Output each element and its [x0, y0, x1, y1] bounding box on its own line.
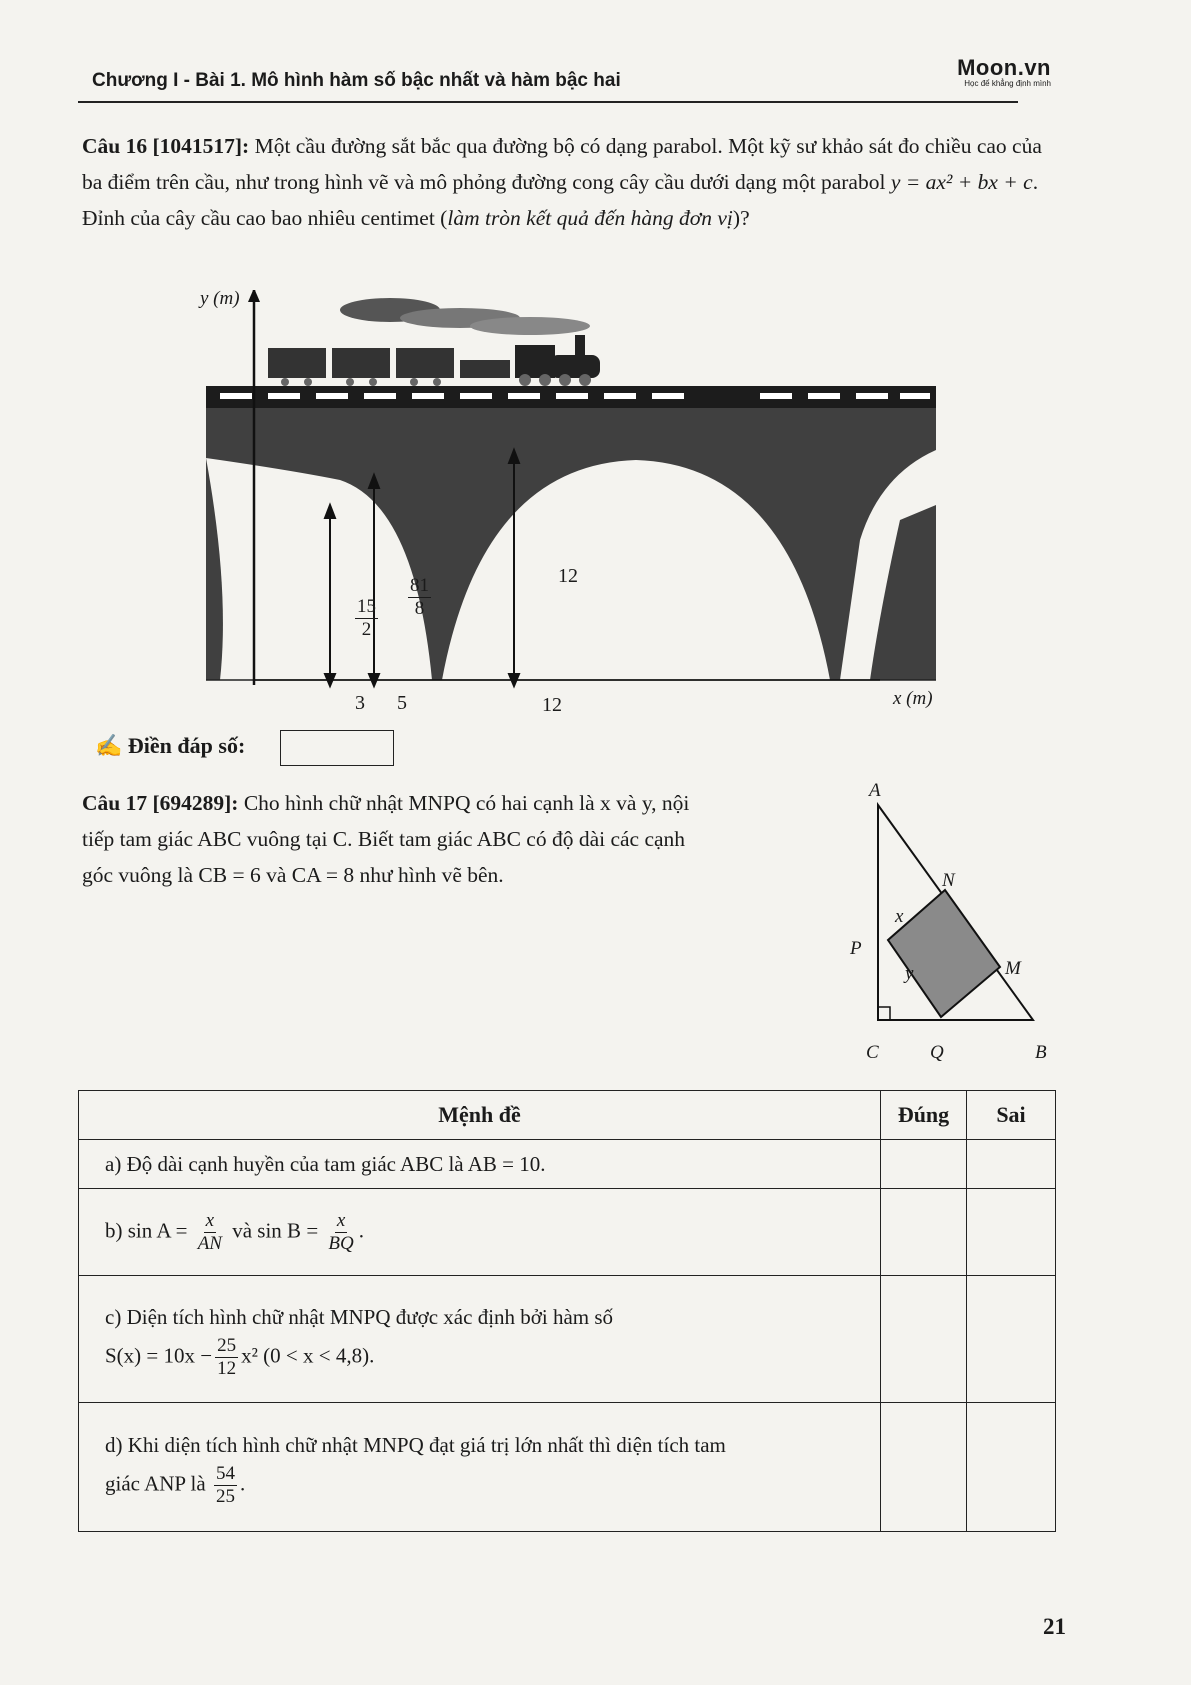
answer-input-box[interactable] [280, 730, 394, 766]
table-row [79, 1189, 1056, 1276]
q16-text3: )? [732, 206, 750, 230]
height-label-15-2: $\frac{15}{2}$ [357, 596, 376, 640]
brand-slogan: Học để khẳng định mình [964, 79, 1051, 88]
q16-formula: y = ax² + bx + c [890, 170, 1033, 194]
label-M: M [1005, 958, 1021, 979]
x-axis-label: x (m) [893, 688, 933, 709]
table-row [79, 1140, 1056, 1189]
brand [957, 55, 1051, 88]
table-header-row [79, 1091, 1056, 1140]
cell-b-true[interactable] [881, 1189, 967, 1276]
cell-c-true[interactable] [881, 1276, 967, 1403]
cell-d-false[interactable] [967, 1403, 1056, 1532]
q16-note: làm tròn kết quả đến hàng đơn vị [447, 206, 733, 230]
brand-name: Moon.vn [957, 55, 1051, 80]
pencil-icon: ✍ [95, 733, 128, 758]
triangle-figure [860, 785, 1060, 1065]
q17-line3: góc vuông là CB = 6 và CA = 8 như hình vẽ bên. [82, 863, 504, 887]
bridge-figure [190, 290, 950, 730]
cell-d-true[interactable] [881, 1403, 967, 1532]
header-false: Sai [967, 1091, 1056, 1140]
q17-label: Câu 17 [694289]: [82, 791, 239, 815]
question-16 [82, 128, 1067, 236]
bridge-body [206, 408, 936, 680]
question-17 [82, 785, 842, 893]
cell-a-true[interactable] [881, 1140, 967, 1189]
header-statement: Mệnh đề [79, 1091, 881, 1140]
label-A: A [869, 780, 881, 801]
statement-c: c) Diện tích hình chữ nhật MNPQ được xác định bởi hàm số S(x) = 10x − $\frac{25}{12}$ x² (0 < x < 4,8). [79, 1276, 881, 1403]
q16-text2: . Đỉnh của cây cầu cao bao nhiêu centimet ( [82, 170, 1039, 230]
label-P: P [850, 938, 862, 959]
header-true: Đúng [881, 1091, 967, 1140]
table-row [79, 1403, 1056, 1532]
q16-text: Một cầu đường sắt bắc qua đường bộ có dạng parabol. Một kỹ sư khảo sát đo chiều cao của ba điểm trên cầu, như trong hình vẽ và mô phỏng đường cong cây cầu dưới dạng một parabol [82, 134, 1042, 194]
q16-label: Câu 16 [1041517]: [82, 134, 250, 158]
label-x: x [895, 906, 904, 927]
label-Q: Q [930, 1042, 944, 1063]
label-N: N [942, 870, 955, 891]
chapter-title: Chương I - Bài 1. Mô hình hàm số bậc nhất và hàm bậc hai [92, 70, 621, 91]
cell-c-false[interactable] [967, 1276, 1056, 1403]
cell-a-false[interactable] [967, 1140, 1056, 1189]
answer-label: ✍ Điền đáp số: [95, 733, 246, 758]
q17-line2: tiếp tam giác ABC vuông tại C. Biết tam giác ABC có độ dài các cạnh [82, 827, 686, 851]
x-label-5: 5 [397, 692, 407, 714]
header-rule [78, 101, 1018, 103]
statement-a: a) Độ dài cạnh huyền của tam giác ABC là AB = 10. [79, 1140, 881, 1189]
label-y: y [905, 963, 914, 984]
train [268, 335, 600, 386]
label-B: B [1035, 1042, 1047, 1063]
true-false-table [78, 1090, 1056, 1532]
q17-line1: Cho hình chữ nhật MNPQ có hai cạnh là x và y, nội [238, 791, 690, 815]
label-C: C [866, 1042, 879, 1063]
x-label-3: 3 [355, 692, 365, 714]
height-label-81-8: $\frac{81}{8}$ [410, 575, 429, 619]
statement-d: d) Khi diện tích hình chữ nhật MNPQ đạt giá trị lớn nhất thì diện tích tam giác ANP là $\frac{54}{25}$ . [79, 1403, 881, 1532]
table-row [79, 1276, 1056, 1403]
cell-b-false[interactable] [967, 1189, 1056, 1276]
x-label-12: 12 [542, 694, 562, 716]
page-number: 21 [1043, 1614, 1066, 1639]
statement-b: b) sin A = $\frac{x}{AN}$ và sin B = $\frac{x}{BQ}$ . [79, 1189, 881, 1276]
y-axis-label: y (m) [200, 288, 240, 309]
rectangle-mnpq [888, 890, 1000, 1017]
height-label-12: 12 [558, 565, 578, 587]
